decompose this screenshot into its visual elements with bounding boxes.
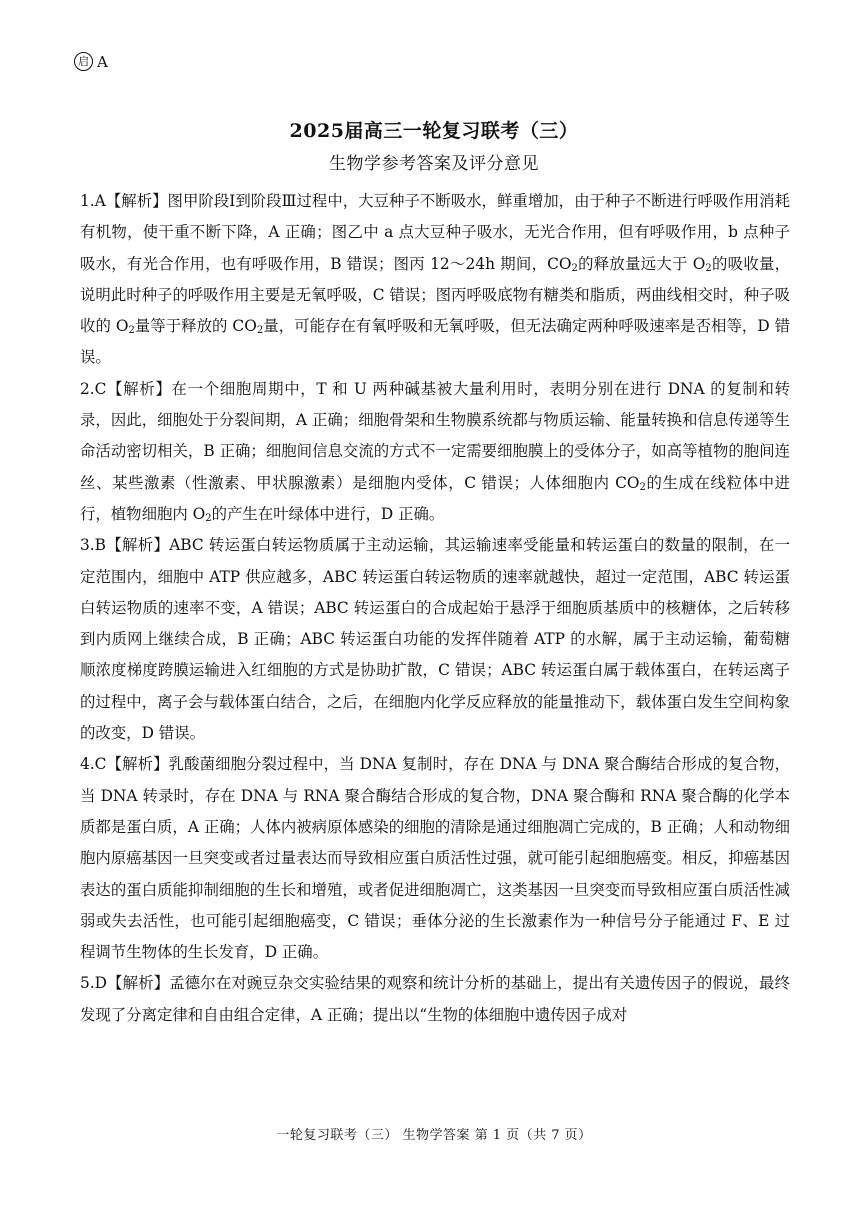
answer-item-5 [80, 968, 790, 1031]
answer-tag: 【解析】 [106, 536, 170, 555]
answer-text: 图甲阶段Ⅰ到阶段Ⅲ过程中，大豆种子不断吸水，鲜重增加，由于种子不断进行呼吸作用消耗有机物，使干重不断下降，A 正确；图乙中 a 点大豆种子吸水，无光合作用，但有呼吸作用，b 点种子吸水，有光合作用，也有呼吸作用，B 错误；图丙 12～24h 期间，CO [80, 192, 790, 273]
page-subtitle: 生物学参考答案及评分意见 [329, 154, 539, 174]
subscript: 2 [571, 262, 578, 274]
answer-item-2 [80, 374, 790, 530]
answer-item-1 [80, 186, 790, 374]
answer-tag: 【解析】 [105, 192, 168, 210]
answer-text: 的释放量远大于 O [577, 254, 706, 273]
subscript: 2 [705, 262, 712, 274]
subscript: 2 [205, 512, 212, 524]
page-footer: 一轮复习联考（三） 生物学答案 第 1 页（共 7 页） [276, 1128, 592, 1143]
paper-version-letter: A [97, 52, 108, 71]
answer-text: ABC 转运蛋白转运物质属于主动运输，其运输速率受能量和转运蛋白的数量的限制，在一定范围内，细胞中 ATP 供应越多，ABC 转运蛋白转运物质的速率就越快，超过一定范围，ABC 转运蛋白转运物质的速率不变，A 错误；ABC 转运蛋白的合成起始于悬浮于细胞质基质中的核糖体，之后转移到内质网上继续合成，B 正确；ABC 转运蛋白功能的发挥伴随着 ATP 的水解，属于主动运输，葡萄糖顺浓度梯度跨膜运输进入红细胞的方式是协助扩散，C 错误；ABC 转运蛋白属于载体蛋白，在转运离子的过程中，离子会与载体蛋白结合，之后，在细胞内化学反应释放的能量推动下，载体蛋白发生空间构象的改变，D 错误。 [80, 536, 790, 743]
answer-number: 4.C [80, 755, 107, 774]
circle-seal-icon: 启 [74, 52, 93, 71]
answer-tag: 【解析】 [106, 755, 169, 774]
answer-text: 量等于释放的 CO [134, 317, 257, 336]
answer-number: 3.B [80, 536, 106, 555]
subscript: 2 [639, 481, 646, 493]
answer-item-4 [80, 749, 790, 968]
answer-text: 在一个细胞周期中，T 和 U 两种碱基被大量利用时，表明分别在进行 DNA 的复制和转录，因此，细胞处于分裂间期，A 正确；细胞骨架和生物膜系统都与物质运输、能量转换和信息传递等生命活动密切相关，B 正确；细胞间信息交流的方式不一定需要细胞膜上的受体分子，如高等植物的胞间连丝、某些激素（性激素、甲状腺激素）是细胞内受体，C 错误；人体细胞内 CO [80, 379, 790, 492]
answer-list [80, 186, 790, 1031]
corner-mark [74, 52, 108, 71]
answer-text: 的吸收量，说明此时种子的呼吸作用主要是无氧呼吸，C 错误；图丙呼吸底物有糖类和脂质，两曲线相交时，种子吸收的 O [80, 254, 790, 336]
answer-number: 2.C [80, 379, 107, 398]
answer-item-3 [80, 530, 790, 749]
page-title: 2025届高三一轮复习联考（三） [289, 120, 579, 142]
subscript: 2 [128, 325, 135, 337]
answer-tag: 【解析】 [106, 379, 172, 398]
answer-text: 的产生在叶绿体中进行，D 正确。 [211, 504, 445, 523]
answer-text: 孟德尔在对豌豆杂交实验结果的观察和统计分析的基础上，提出有关遗传因子的假说，最终发现了分离定律和自由组合定律，A 正确；提出以“生物的体细胞中遗传因子成对 [80, 974, 790, 1024]
answer-number: 5.D [80, 974, 108, 993]
subscript: 2 [256, 325, 264, 337]
answer-text: 的生成在线粒体中进行，植物细胞内 O [80, 473, 790, 523]
answer-text: 乳酸菌细胞分裂过程中，当 DNA 复制时，存在 DNA 与 DNA 聚合酶结合形成的复合物，当 DNA 转录时，存在 DNA 与 RNA 聚合酶结合形成的复合物，DNA 聚合酶和 RNA 聚合酶的化学本质都是蛋白质，A 正确；人体内被病原体感染的细胞的清除是通过细胞凋亡完成的，B 正确；人和动物细胞内原癌基因一旦突变或者过量表达而导致相应蛋白质活性过强，就可能引起细胞癌变。相反，抑癌基因表达的蛋白质能抑制细胞的生长和增殖，或者促进细胞凋亡，这类基因一旦突变而导致相应蛋白质活性减弱或失去活性，也可能引起细胞癌变，C 错误；垂体分泌的生长激素作为一种信号分子能通过 F、E 过程调节生物体的生长发育，D 正确。 [80, 755, 790, 962]
answer-number: 1.A [80, 192, 106, 210]
answer-tag: 【解析】 [107, 974, 170, 993]
answer-text: 量，可能存在有氧呼吸和无氧呼吸，但无法确定两种呼吸速率是否相等，D 错误。 [80, 317, 790, 367]
